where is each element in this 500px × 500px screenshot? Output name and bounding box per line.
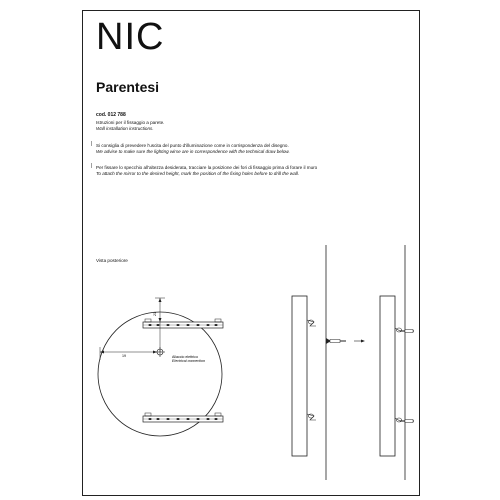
product-code: cod. 012 788 <box>96 112 126 118</box>
horizontal-dimension <box>100 347 157 360</box>
instructions-header-it: Istruzioni per il fissaggio a parete. <box>96 120 165 125</box>
electrical-label-en: Electrical connection <box>172 359 205 363</box>
upper-bracket <box>143 319 223 328</box>
dimension-vertical-value: 21 <box>153 312 157 316</box>
electrical-label-it: Allaccio elettrico <box>172 355 198 359</box>
screw-icon <box>326 338 346 344</box>
screw-icon-mounted-lower <box>400 420 414 423</box>
step1-text-en: We advise to make sure the lighting wirse are in correspondence with the technical draw below. <box>96 149 290 154</box>
screw-icon-mounted <box>400 330 414 333</box>
dimension-horizontal-value: 19 <box>122 354 126 358</box>
step1-text-it: Si consiglia di prevedere l'uscita del punto d'illuminazione come in corrispondenza del disegno. <box>96 143 289 148</box>
step2-marker: | <box>91 163 93 169</box>
upper-hook <box>307 320 316 326</box>
view-label: Vista posteriore <box>96 258 128 263</box>
step1-marker: | <box>91 141 93 147</box>
step2-text-en: To attach the mirror to the desired height, mark the position of the fixing holes before to drill the wall. <box>96 171 300 176</box>
instructions-header-en: Wall installation instructions. <box>96 126 154 131</box>
side-view-after <box>380 245 414 480</box>
brand-logo: NIC <box>96 16 165 58</box>
arrow-right-icon <box>354 340 365 343</box>
side-view-before <box>292 245 346 480</box>
product-title: Parentesi <box>96 79 160 95</box>
lower-bracket <box>143 413 223 422</box>
mirror-side-profile-mounted <box>380 296 395 456</box>
step2-text-it: Per fissare lo specchio all'altezza desiderata, tracciare la posizione dei fori di fissaggio prima di forare il muro <box>96 165 318 170</box>
lower-hook <box>307 414 316 420</box>
mirror-side-profile <box>292 296 307 456</box>
